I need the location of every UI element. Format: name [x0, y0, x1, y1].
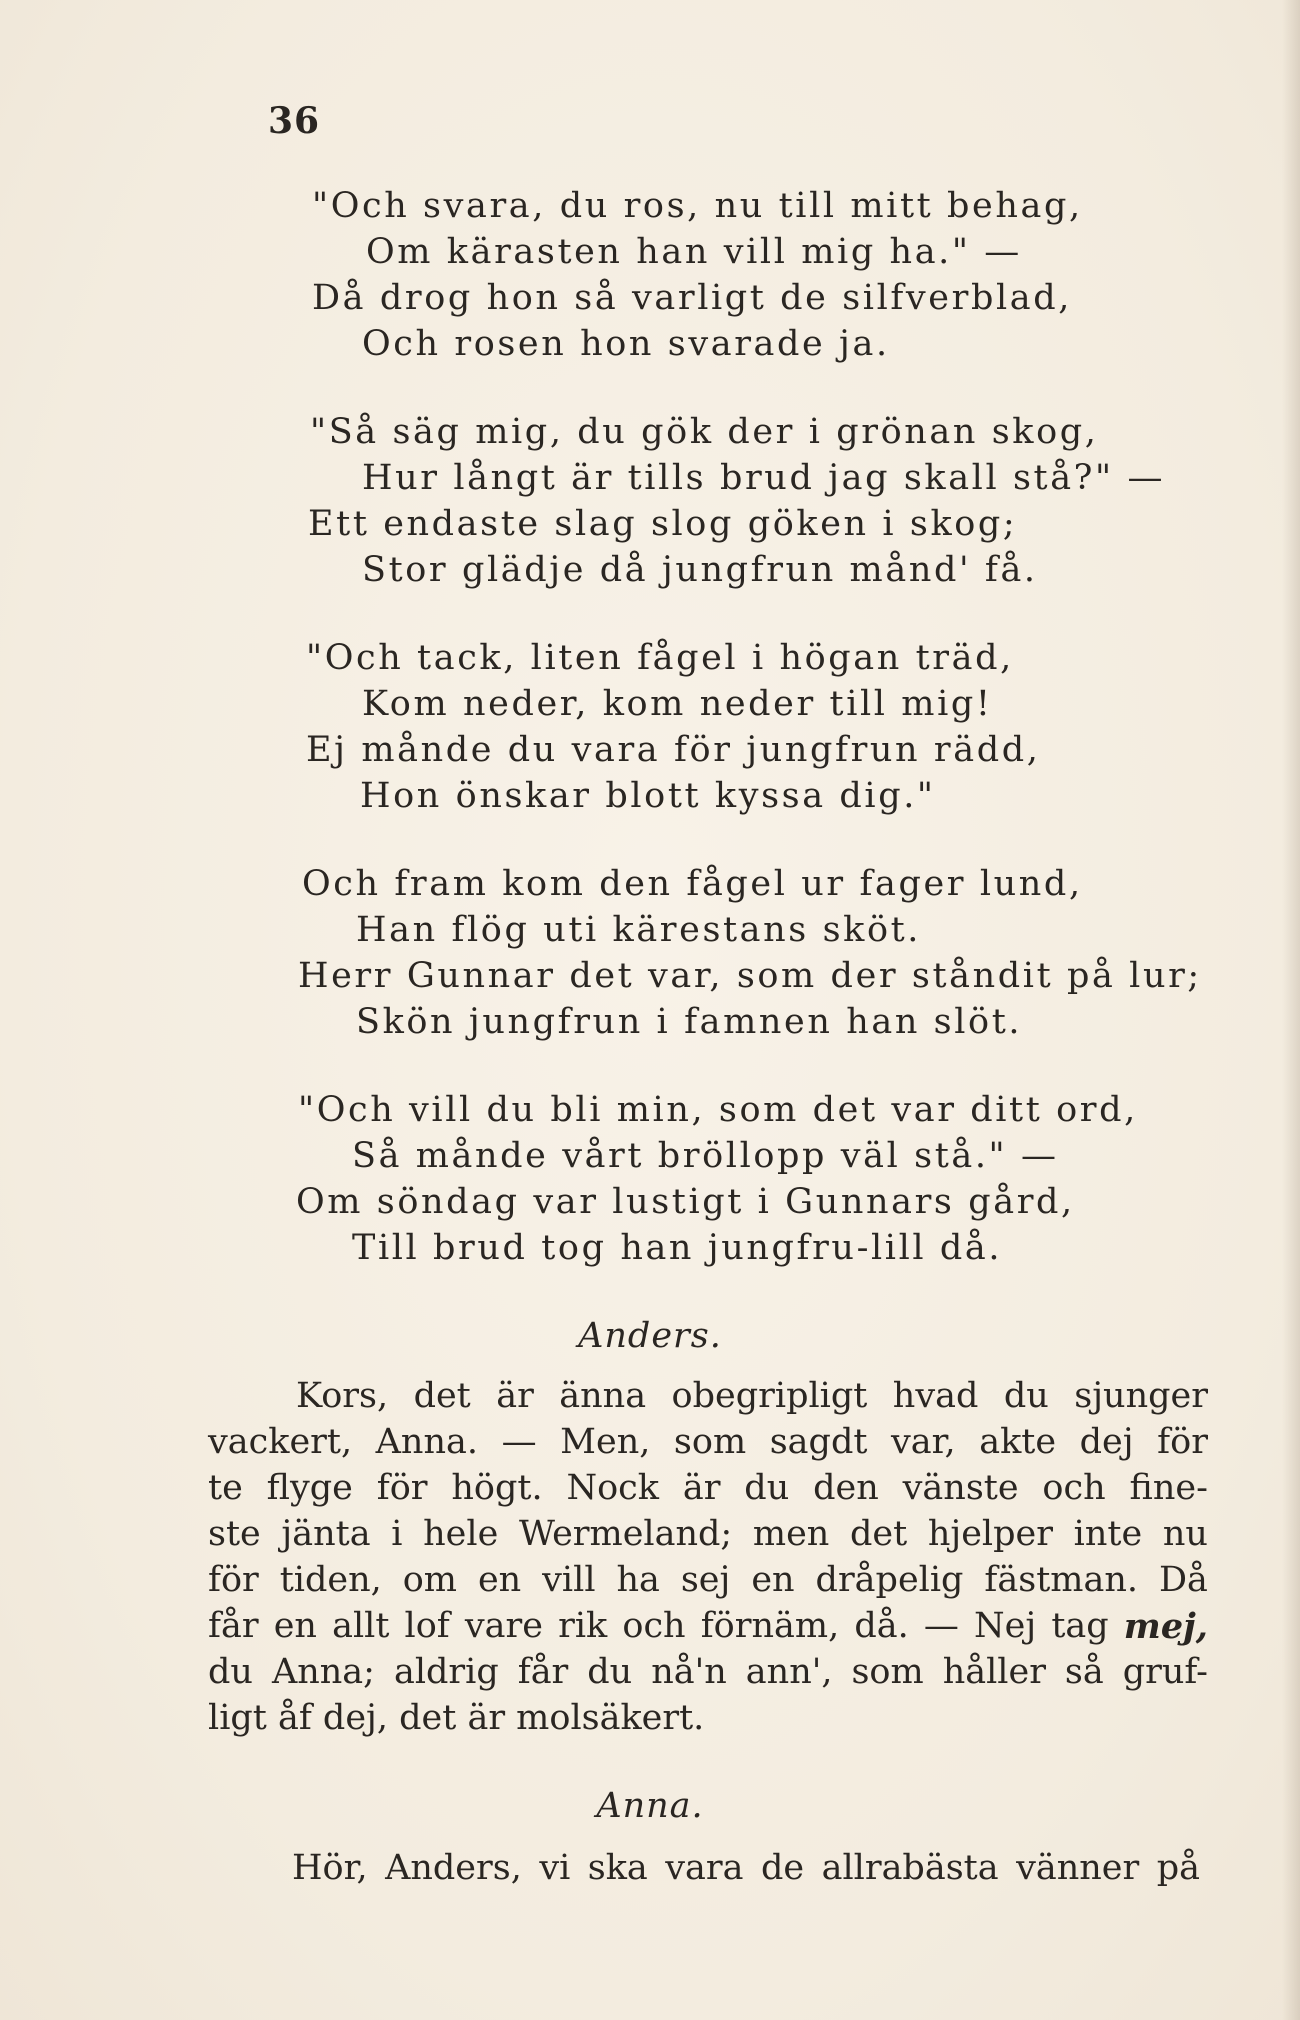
poem-line: Kom neder, kom neder till mig!	[362, 684, 993, 724]
word: ann',	[745, 1652, 833, 1692]
poem-line: Hon önskar blott kyssa dig."	[360, 776, 936, 816]
word: men	[752, 1514, 830, 1554]
poem-line: Då drog hon så varligt de silfverblad,	[312, 278, 1072, 318]
poem-line: Han flög uti kärestans sköt.	[356, 910, 922, 950]
word: de	[760, 1848, 805, 1888]
poem-line: Och rosen hon svarade ja.	[362, 324, 890, 364]
word: det	[413, 1376, 471, 1416]
word: hjelper	[927, 1514, 1053, 1554]
word: inte	[1073, 1514, 1143, 1554]
word: tag	[1051, 1606, 1109, 1646]
word: akte	[979, 1422, 1057, 1462]
word: allt	[332, 1606, 390, 1646]
word: är	[682, 1468, 721, 1508]
word: som	[673, 1422, 747, 1462]
word: håller	[942, 1652, 1046, 1692]
word: sej	[680, 1560, 731, 1600]
prose-line	[208, 1606, 1208, 1647]
word: för	[376, 1468, 428, 1508]
prose-line: ligt åf dej, det är molsäkert.	[208, 1698, 705, 1738]
poem-line: "Och tack, liten fågel i högan träd,	[306, 638, 1014, 678]
word: dej	[1079, 1422, 1134, 1462]
word: det	[849, 1514, 908, 1554]
word: Hör,	[292, 1848, 368, 1888]
word: vänste	[902, 1468, 1019, 1508]
word: aldrig	[393, 1652, 499, 1692]
word: allrabästa	[821, 1848, 999, 1888]
word: högt.	[451, 1468, 543, 1508]
poem-line: Om söndag var lustigt i Gunnars gård,	[296, 1182, 1075, 1222]
word: gruf-	[1122, 1652, 1208, 1692]
word: den	[813, 1468, 879, 1508]
word: och	[622, 1606, 686, 1646]
page-number: 36	[268, 100, 321, 142]
poem-line: "Och vill du bli min, som det var ditt ord,	[298, 1090, 1138, 1130]
word: vare	[464, 1606, 543, 1646]
word: änna	[559, 1376, 647, 1416]
word: för	[1157, 1422, 1208, 1462]
word: vänner	[1016, 1848, 1140, 1888]
word: fine-	[1129, 1468, 1208, 1508]
word: vara	[665, 1848, 744, 1888]
word: då.	[854, 1606, 909, 1646]
prose-line	[208, 1652, 1208, 1692]
word: ska	[587, 1848, 648, 1888]
poem-line: Och fram kom den fågel ur fager lund,	[302, 864, 1083, 904]
word: en	[273, 1606, 317, 1646]
word: är	[496, 1376, 534, 1416]
word: te	[208, 1468, 243, 1508]
word: vi	[539, 1848, 571, 1888]
word: får	[208, 1606, 259, 1646]
word: för	[208, 1560, 259, 1600]
word: förnäm,	[700, 1606, 840, 1646]
prose-line	[208, 1422, 1208, 1462]
word: om	[402, 1560, 457, 1600]
word: Anders,	[385, 1848, 522, 1888]
word: flyge	[266, 1468, 353, 1508]
word: hvad	[892, 1376, 979, 1416]
prose-line	[292, 1848, 1200, 1888]
word: Kors,	[296, 1376, 389, 1416]
word: rik	[558, 1606, 608, 1646]
word: nu	[1162, 1514, 1208, 1554]
word: du	[587, 1652, 633, 1692]
poem-line: "Och svara, du ros, nu till mitt behag,	[312, 186, 1083, 226]
page-edge-shadow	[1282, 0, 1300, 2020]
speaker-name: Anna.	[596, 1786, 704, 1826]
word: vill	[542, 1560, 596, 1600]
word: var,	[890, 1422, 956, 1462]
word: så	[1064, 1652, 1104, 1692]
poem-line: Till brud tog han jungfru-lill då.	[352, 1228, 1003, 1268]
word: Nej	[973, 1606, 1037, 1646]
word: nå'n	[651, 1652, 727, 1692]
word: Men,	[560, 1422, 651, 1462]
prose-line	[208, 1514, 1208, 1554]
word: på	[1156, 1848, 1200, 1888]
word: ste	[208, 1514, 261, 1554]
word: du	[1003, 1376, 1049, 1416]
prose-line	[296, 1376, 1208, 1416]
poem-line: Ett endaste slag slog göken i skog;	[308, 504, 1018, 544]
poem-line: Så månde vårt bröllopp väl stå." —	[352, 1136, 1059, 1176]
word: sagdt	[769, 1422, 868, 1462]
prose-line	[208, 1560, 1208, 1600]
poem-line: "Så säg mig, du gök der i grönan skog,	[310, 412, 1099, 452]
poem-line: Om kärasten han vill mig ha." —	[366, 232, 1022, 272]
word: Då	[1158, 1560, 1208, 1600]
word: Anna;	[271, 1652, 375, 1692]
word: mej,	[1123, 1606, 1208, 1647]
word: —	[501, 1422, 537, 1462]
word: lof	[404, 1606, 450, 1646]
word: som	[851, 1652, 924, 1692]
word: ha	[616, 1560, 660, 1600]
word: tiden,	[279, 1560, 382, 1600]
word: Wermeland;	[518, 1514, 733, 1554]
word: dråpelig	[815, 1560, 964, 1600]
word: hele	[423, 1514, 499, 1554]
word: en	[751, 1560, 795, 1600]
word: sjunger	[1074, 1376, 1208, 1416]
word: jänta	[281, 1514, 371, 1554]
poem-line: Herr Gunnar det var, som der ståndit på lur;	[298, 956, 1202, 996]
word: vackert,	[208, 1422, 353, 1462]
word: —	[923, 1606, 959, 1646]
speaker-name: Anders.	[578, 1316, 722, 1356]
word: i	[391, 1514, 403, 1554]
word: du	[744, 1468, 790, 1508]
prose-line	[208, 1468, 1208, 1508]
word: fästman.	[984, 1560, 1138, 1600]
word: du	[208, 1652, 253, 1692]
word: Anna.	[375, 1422, 479, 1462]
word: och	[1042, 1468, 1106, 1508]
poem-line: Ej månde du vara för jungfrun rädd,	[306, 730, 1041, 770]
word: Nock	[566, 1468, 659, 1508]
word: en	[477, 1560, 522, 1600]
poem-line: Hur långt är tills brud jag skall stå?" —	[362, 458, 1166, 498]
word: obegripligt	[671, 1376, 868, 1416]
poem-line: Stor glädje då jungfrun månd' få.	[362, 550, 1038, 590]
word: får	[517, 1652, 569, 1692]
poem-line: Skön jungfrun i famnen han slöt.	[356, 1002, 1023, 1042]
